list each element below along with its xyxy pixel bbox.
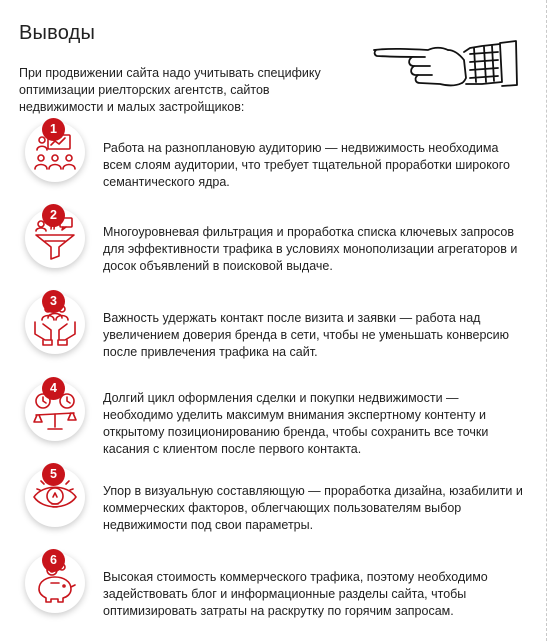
page-edge-divider <box>546 0 547 641</box>
item-text: Долгий цикл оформления сделки и покупки недвижимости — необходимо уделить максимум внимания экспертному контенту и открытому позиционированию бренда, чтобы сохранить все точки касания с клиентом после первого контакта. <box>103 391 489 456</box>
item-number-badge: 1 <box>42 118 65 141</box>
intro-paragraph: При продвижении сайта надо учитывать специфику оптимизации риелторских агентств, сайтов недвижимости и малых застройщиков: <box>19 66 321 114</box>
item-text: Многоуровневая фильтрация и проработка списка ключевых запросов для эффективности трафика в условиях монополизации агрегаторов и досок объявлений в поисковой выдаче. <box>103 225 518 273</box>
item-icon-circle <box>25 122 85 182</box>
list-item <box>0 294 540 374</box>
list-item <box>0 208 540 288</box>
item-icon-circle <box>25 294 85 354</box>
list-item <box>0 381 540 461</box>
item-number-badge: 3 <box>42 290 65 313</box>
list-item <box>0 467 540 547</box>
item-number-badge: 2 <box>42 204 65 227</box>
page-title: Выводы <box>19 22 96 44</box>
item-icon-circle <box>25 381 85 441</box>
pointing-hand-icon <box>370 38 520 98</box>
item-number-badge: 4 <box>42 377 65 400</box>
item-text: Работа на разноплановую аудиторию — недвижимость необходима всем слоям аудитории, что требует тщательной проработки широкого семантического ядра. <box>103 141 511 189</box>
item-text: Упор в визуальную составляющую — проработка дизайна, юзабилити и коммерческих факторов, облегчающих пользователям выбор недвижимости под свои параметры. <box>103 484 523 532</box>
item-text: Важность удержать контакт после визита и заявки — работа над увеличением доверия бренда в сети, чтобы не уменьшать конверсию после привлечения трафика на сайт. <box>103 311 509 359</box>
list-item <box>0 122 540 202</box>
item-number-badge: 5 <box>42 463 65 486</box>
item-icon-circle <box>25 208 85 268</box>
item-icon-circle <box>25 553 85 613</box>
item-number-badge: 6 <box>42 549 65 572</box>
item-icon-circle <box>25 467 85 527</box>
item-text: Высокая стоимость коммерческого трафика, поэтому необходимо задействовать блог и информационные разделы сайта, чтобы оптимизировать затраты на раскрутку по горячим запросам. <box>103 570 488 618</box>
list-item <box>0 553 540 633</box>
